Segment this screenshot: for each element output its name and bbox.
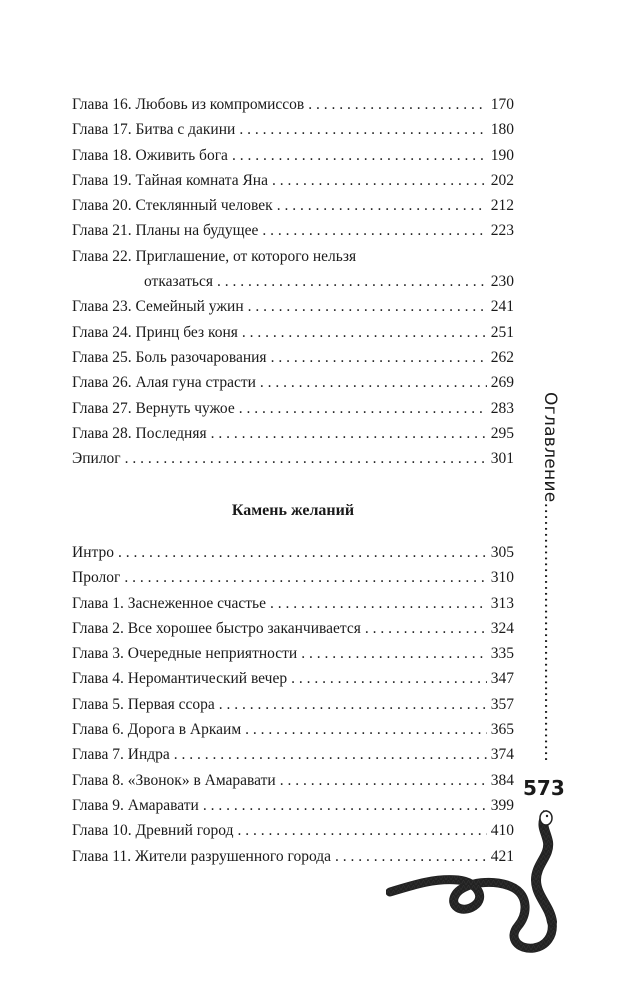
- toc-entry: Глава 8. «Звонок» в Амаравати . . . 384: [72, 768, 514, 793]
- toc-entry: Глава 24. Принц без коня . . . 251: [72, 320, 514, 345]
- toc-entry: Глава 4. Неромантический вечер . . . 347: [72, 666, 514, 691]
- toc-entry: Глава 26. Алая гуна страсти . . . 269: [72, 370, 514, 395]
- toc-entry: Глава 7. Индра . . . 374: [72, 742, 514, 767]
- toc-entry: Глава 27. Вернуть чужое . . . 283: [72, 396, 514, 421]
- toc-entry: Глава 10. Древний город . . . 410: [72, 818, 514, 843]
- toc-entry: Пролог . . . 310: [72, 565, 514, 590]
- toc-entry-continuation: отказаться . . . 230: [72, 269, 514, 294]
- toc-entry: Глава 18. Оживить бога . . . 190: [72, 143, 514, 168]
- toc-entry: Глава 11. Жители разрушенного города . . . 421: [72, 844, 514, 869]
- running-header-label: Оглавление: [540, 392, 560, 503]
- toc-entry: Глава 28. Последняя . . . 295: [72, 421, 514, 446]
- toc-entry: Глава 21. Планы на будущее . . . 223: [72, 218, 514, 243]
- toc-entry: Глава 20. Стеклянный человек . . . 212: [72, 193, 514, 218]
- running-header: [530, 392, 570, 762]
- toc-entry: Глава 6. Дорога в Аркаим . . . 365: [72, 717, 514, 742]
- toc-entry: Глава 3. Очередные неприятности . . . 335: [72, 641, 514, 666]
- toc-entry: Глава 9. Амаравати . . . 399: [72, 793, 514, 818]
- toc-entry: Глава 17. Битва с дакини . . . 180: [72, 117, 514, 142]
- snake-icon: [386, 810, 566, 960]
- toc-entry: Глава 16. Любовь из компромиссов . . . 170: [72, 92, 514, 117]
- page-number: 573: [523, 776, 565, 800]
- toc-entry: Глава 23. Семейный ужин . . . 241: [72, 294, 514, 319]
- toc-entry: Глава 22. Приглашение, от которого нельзя: [72, 247, 357, 265]
- toc-entry: Глава 19. Тайная комната Яна . . . 202: [72, 168, 514, 193]
- toc-entry: Глава 5. Первая ссора . . . 357: [72, 692, 514, 717]
- leader-dots: [540, 503, 560, 762]
- toc-entry: Интро . . . 305: [72, 540, 514, 565]
- section-title: Камень желаний: [231, 502, 355, 519]
- toc-entry: Эпилог . . . 301: [72, 446, 514, 471]
- toc-entry: Глава 2. Все хорошее быстро заканчивается . . . 324: [72, 616, 514, 641]
- toc-entry: Глава 25. Боль разочарования . . . 262: [72, 345, 514, 370]
- toc-part-1: [72, 92, 514, 471]
- toc-entry: Глава 1. Заснеженное счастье . . . 313: [72, 591, 514, 616]
